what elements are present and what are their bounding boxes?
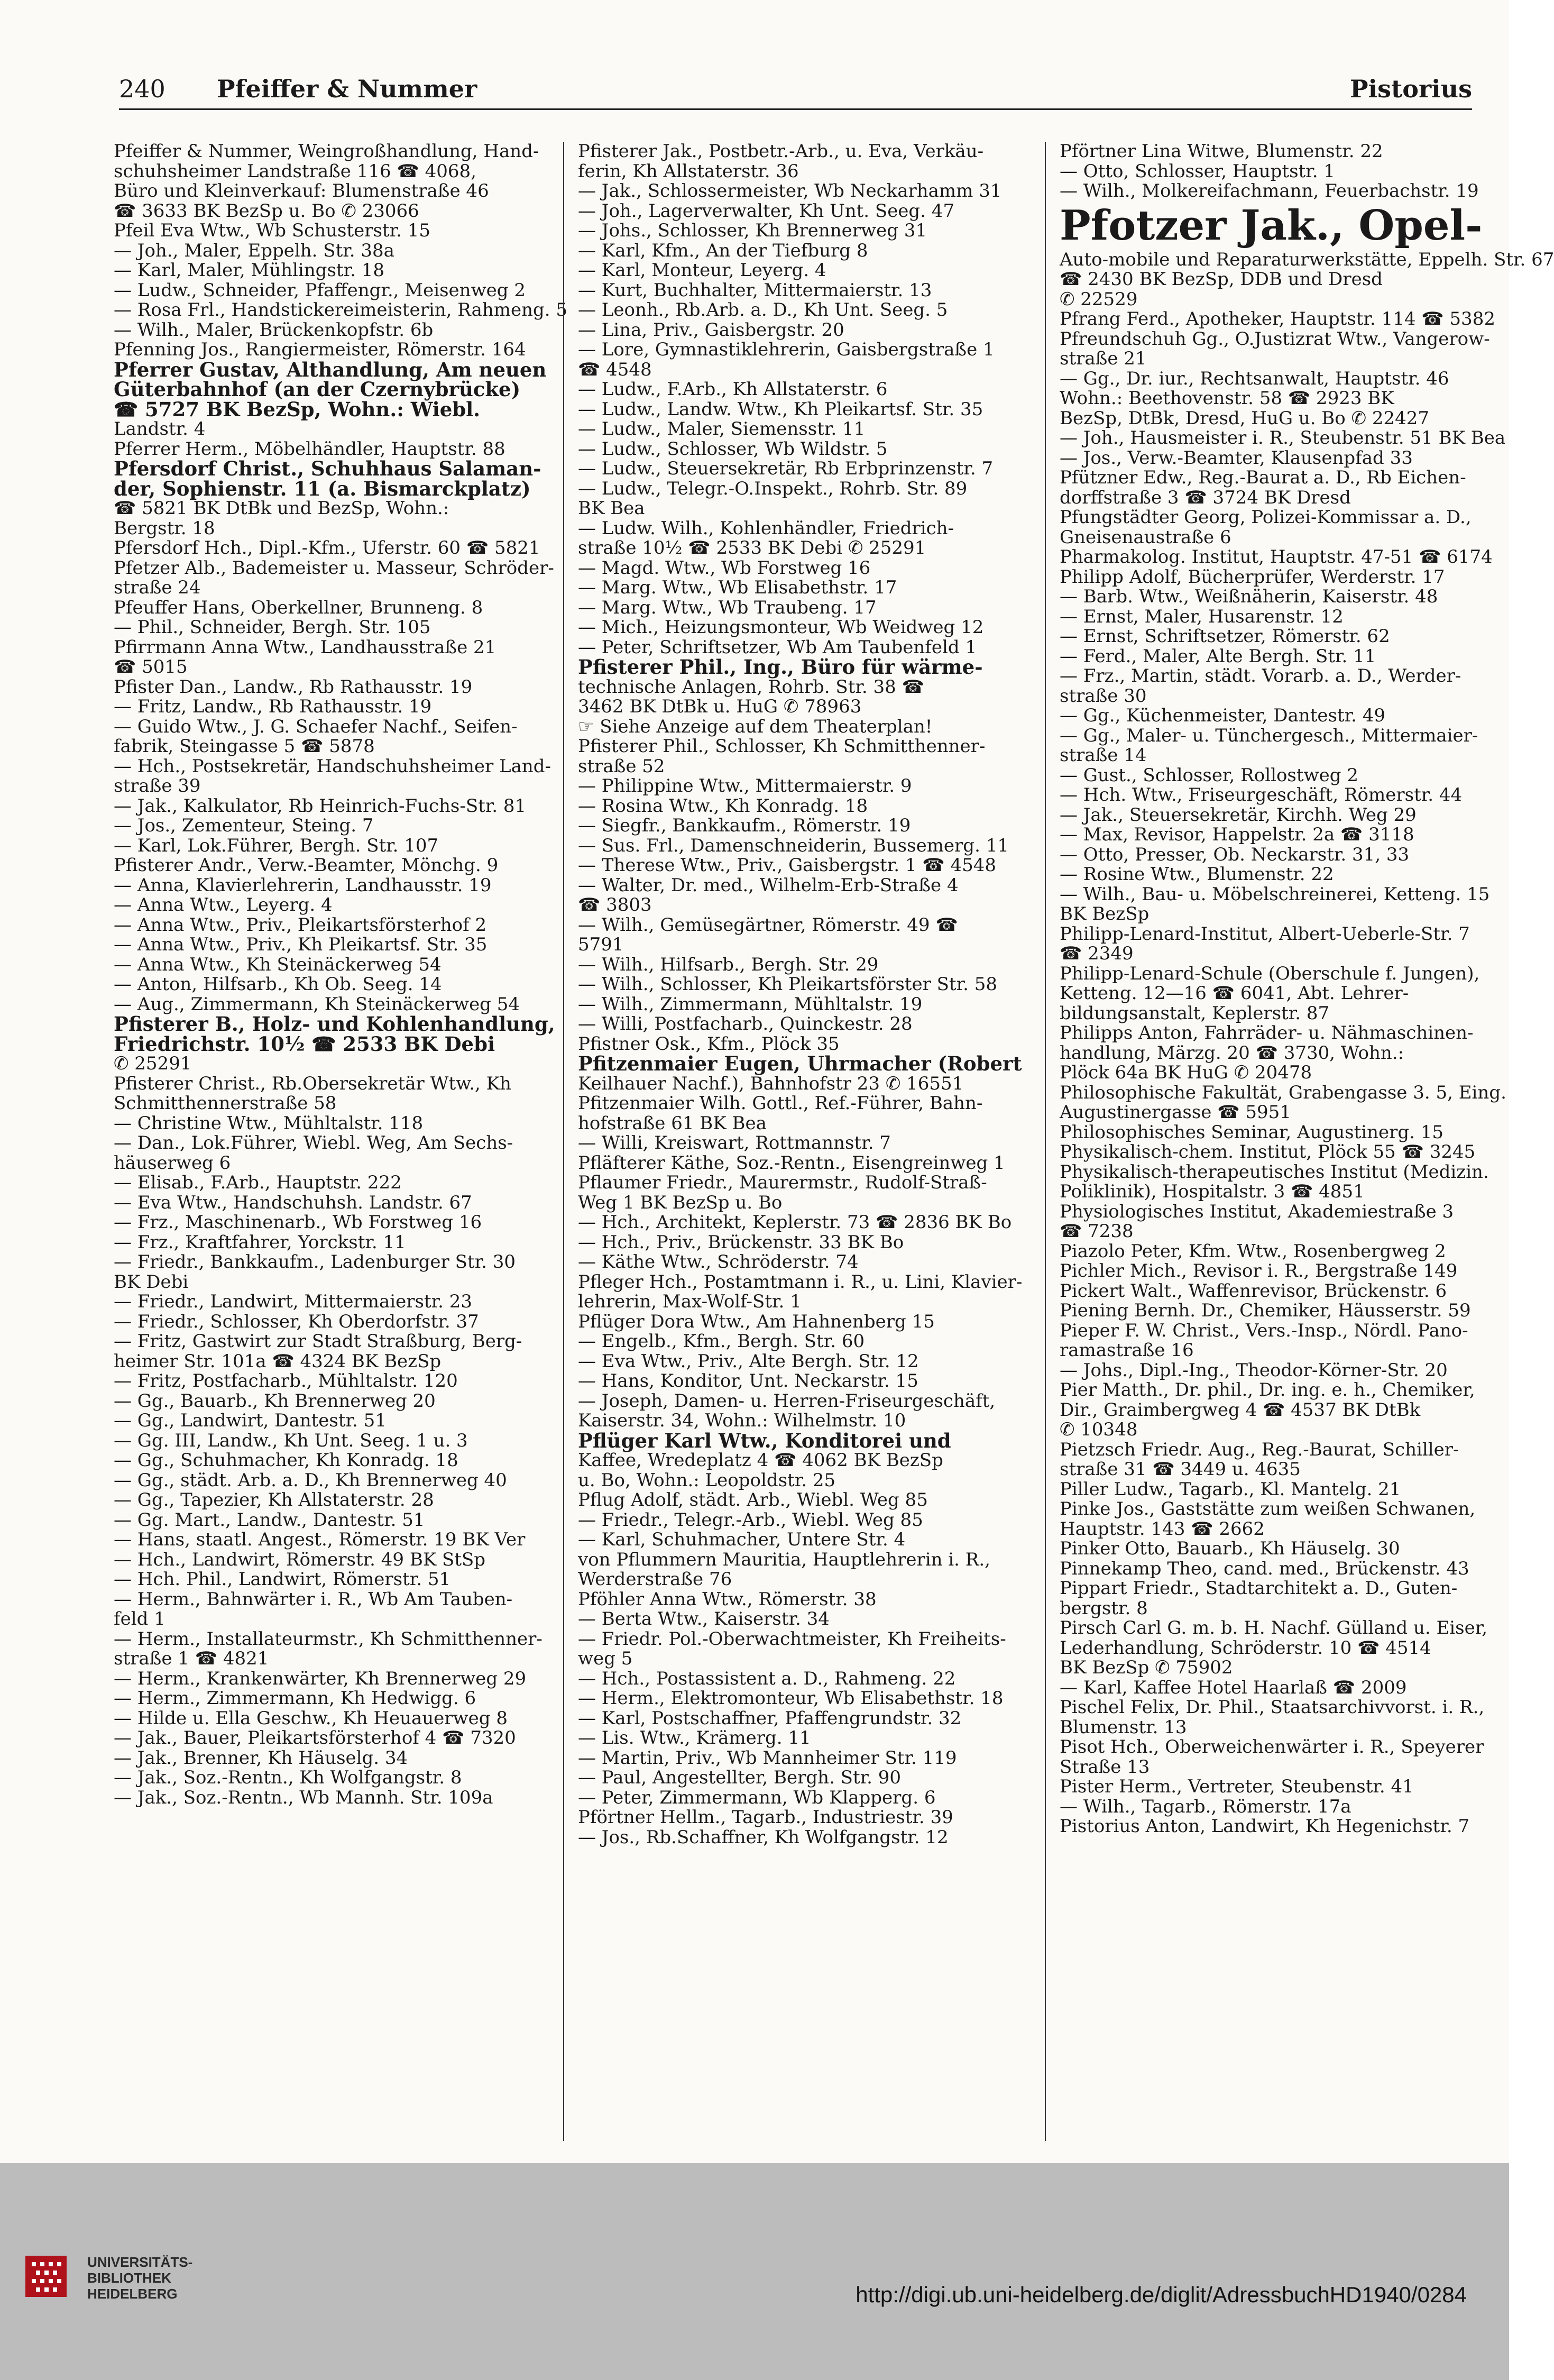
directory-entry: Philipp Adolf, Bücherprüfer, Werderstr. 17 [1060,566,1445,588]
directory-entry: ☎ 3633 BK BezSp u. Bo ✆ 23066 [114,200,419,222]
directory-entry: Pfützner Edw., Reg.-Baurat a. D., Rb Eichen- [1060,467,1466,488]
directory-entry: handlung, Märzg. 20 ☎ 3730, Wohn.: [1060,1042,1404,1064]
directory-entry: Blumenstr. 13 [1060,1716,1187,1738]
directory-entry: Keilhauer Nachf.), Bahnhofstr 23 ✆ 16551 [578,1073,964,1094]
directory-entry: — Herm., Bahnwärter i. R., Wb Am Tauben- [114,1588,513,1610]
directory-entry: — Hch., Architekt, Keplerstr. 73 ☎ 2836 BK Bo [578,1212,1012,1233]
directory-entry: — Frz., Martin, städt. Vorarb. a. D., Werder- [1060,665,1461,686]
directory-entry: Kaffee, Wredeplatz 4 ☎ 4062 BK BezSp [578,1450,943,1471]
directory-entry: ✆ 22529 [1060,288,1138,310]
directory-entry: — Jak., Bauer, Pleikartsförsterhof 4 ☎ 7320 [114,1727,516,1749]
directory-entry: — Ludw., Landw. Wtw., Kh Pleikartsf. Str. 35 [578,398,983,420]
directory-entry: straße 24 [114,577,201,598]
directory-entry: Pfreundschuh Gg., O.Justizrat Wtw., Vangerow- [1060,328,1490,350]
directory-entry: — Siegfr., Bankkaufm., Römerstr. 19 [578,815,911,836]
directory-entry: — Fritz, Gastwirt zur Stadt Straßburg, Berg- [114,1331,522,1352]
directory-entry: — Johs., Schlosser, Kh Brennerweg 31 [578,220,927,241]
directory-entry: Wohn.: Beethovenstr. 58 ☎ 2923 BK [1060,388,1394,409]
directory-entry: Pförtner Hellm., Tagarb., Industriestr. 39 [578,1807,953,1828]
directory-entry: Pirsch Carl G. m. b. H. Nachf. Gülland u. Eiser, [1060,1617,1488,1638]
viewer-footer [0,2163,1509,2380]
directory-entry: straße 1 ☎ 4821 [114,1648,269,1669]
directory-entry: — Hch., Landwirt, Römerstr. 49 BK StSp [114,1549,486,1570]
directory-entry: — Anna Wtw., Kh Steinäckerweg 54 [114,954,442,975]
directory-entry: Augustinergasse ☎ 5951 [1060,1102,1291,1123]
directory-entry: straße 10½ ☎ 2533 BK Debi ✆ 25291 [578,537,926,559]
directory-entry: — Gg., Bauarb., Kh Brennerweg 20 [114,1390,436,1412]
directory-entry: — Herm., Zimmermann, Kh Hedwigg. 6 [114,1688,476,1709]
directory-entry: ✆ 10348 [1060,1419,1138,1440]
directory-entry: — Paul, Angestellter, Bergh. Str. 90 [578,1767,902,1788]
page-header [119,69,1472,110]
directory-entry: Pfitzenmaier Eugen, Uhrmacher (Robert [578,1052,1022,1075]
directory-entry: — Anton, Hilfsarb., Kh Ob. Seeg. 14 [114,974,442,995]
directory-entry: — Ludw., Schneider, Pfaffengr., Meisenweg 2 [114,279,526,301]
directory-entry: Pistorius Anton, Landwirt, Kh Hegenichstr. 7 [1060,1816,1470,1837]
directory-column-3 [1045,141,1554,2141]
directory-entry: — Gg., Dr. iur., Rechtsanwalt, Hauptstr. 46 [1060,368,1449,389]
directory-entry: — Walter, Dr. med., Wilhelm-Erb-Straße 4 [578,874,959,896]
page-number: 240 [119,75,165,103]
directory-entry: Pfläfterer Käthe, Soz.-Rentn., Eisengreinweg 1 [578,1152,1005,1174]
directory-entry: — Ludw., Steuersekretär, Rb Erbprinzenstr. 7 [578,458,994,479]
directory-entry: Pflüger Karl Wtw., Konditorei und [578,1429,951,1452]
directory-entry: Pfeiffer & Nummer, Weingroßhandlung, Hand- [114,141,539,162]
directory-entry: Friedrichstr. 10½ ☎ 2533 BK Debi [114,1032,495,1056]
directory-entry: Pföhler Anna Wtw., Römerstr. 38 [578,1588,877,1610]
directory-entry: der, Sophienstr. 11 (a. Bismarckplatz) [114,477,531,500]
directory-entry: — Peter, Zimmermann, Wb Klapperg. 6 [578,1787,936,1808]
directory-entry: Pisot Hch., Oberweichenwärter i. R., Speyerer [1060,1736,1484,1757]
directory-entry: — Elisab., F.Arb., Hauptstr. 222 [114,1172,402,1193]
directory-entry: — Karl, Kaffee Hotel Haarlaß ☎ 2009 [1060,1677,1407,1698]
directory-entry: — Marg. Wtw., Wb Elisabethstr. 17 [578,577,897,598]
directory-entry: Weg 1 BK BezSp u. Bo [578,1192,783,1213]
directory-entry: — Gg., Tapezier, Kh Allstaterstr. 28 [114,1489,434,1511]
directory-entry: — Wilh., Gemüsegärtner, Römerstr. 49 ☎ [578,914,958,936]
directory-entry: Pfleger Hch., Postamtmann i. R., u. Lini, Klavier- [578,1271,1023,1293]
directory-entry: — Rosa Frl., Handstickereimeisterin, Rahmeng. 5 [114,299,568,321]
directory-entry: — Aug., Zimmermann, Kh Steinäckerweg 54 [114,993,520,1015]
directory-entry: — Jos., Rb.Schaffner, Kh Wolfgangstr. 12 [578,1826,949,1848]
directory-entry: — Ludw., Telegr.-O.Inspekt., Rohrb. Str. 89 [578,478,968,499]
directory-entry: — Eva Wtw., Handschuhsh. Landstr. 67 [114,1192,472,1213]
directory-entry: Pfersdorf Hch., Dipl.-Kfm., Uferstr. 60 ☎ 5821 [114,537,540,559]
directory-entry: bildungsanstalt, Keplerstr. 87 [1060,1002,1330,1024]
directory-entry: — Lina, Priv., Gaisbergstr. 20 [578,319,844,341]
directory-entry: ☎ 2430 BK BezSp, DDB und Dresd [1060,269,1383,290]
directory-entry: schuhsheimer Landstraße 116 ☎ 4068, [114,160,476,182]
directory-entry: Pinnekamp Theo, cand. med., Brückenstr. 43 [1060,1558,1469,1579]
directory-entry: technische Anlagen, Rohrb. Str. 38 ☎ [578,676,924,698]
directory-entry: von Pflummern Mauritia, Hauptlehrerin i. R., [578,1549,990,1570]
directory-entry: feld 1 [114,1608,165,1630]
directory-entry: Pietzsch Friedr. Aug., Reg.-Baurat, Schiller- [1060,1439,1459,1460]
directory-entry: — Gg., städt. Arb. a. D., Kh Brennerweg 40 [114,1469,507,1491]
directory-column-2 [563,142,1045,2141]
directory-entry: Philipps Anton, Fahrräder- u. Nähmaschinen- [1060,1022,1474,1043]
directory-entry: — Hch., Postsekretär, Handschuhsheimer Land- [114,755,551,777]
directory-entry: 5791 [578,934,624,955]
directory-entry: — Jak., Soz.-Rentn., Kh Wolfgangstr. 8 [114,1767,462,1788]
directory-entry: Pinker Otto, Bauarb., Kh Häuselg. 30 [1060,1538,1400,1559]
directory-entry: — Gust., Schlosser, Rollostweg 2 [1060,764,1358,786]
directory-entry: Pflaumer Friedr., Maurermstr., Rudolf-Straß- [578,1172,987,1193]
directory-entry: — Jak., Steuersekretär, Kirchh. Weg 29 [1060,804,1417,826]
directory-entry: Philipp-Lenard-Institut, Albert-Ueberle-Str. 7 [1060,923,1470,945]
directory-entry: Pfersdorf Christ., Schuhhaus Salaman- [114,457,541,480]
directory-entry: Hauptstr. 143 ☎ 2662 [1060,1518,1265,1540]
directory-entry: Pfetzer Alb., Bademeister u. Masseur, Schröder- [114,557,554,579]
directory-entry: — Hans, Konditor, Unt. Neckarstr. 15 [578,1370,918,1392]
directory-entry: — Joh., Maler, Eppelh. Str. 38a [114,240,394,261]
directory-entry: — Lis. Wtw., Krämerg. 11 [578,1727,811,1749]
directory-entry: — Rosine Wtw., Blumenstr. 22 [1060,864,1334,885]
directory-entry: — Martin, Priv., Wb Mannheimer Str. 119 [578,1747,957,1769]
directory-entry: Pfisterer Andr., Verw.-Beamter, Mönchg. 9 [114,855,499,876]
directory-entry: — Gg. Mart., Landw., Dantestr. 51 [114,1509,425,1531]
directory-entry: Pichler Mich., Revisor i. R., Bergstraße 149 [1060,1260,1458,1281]
directory-column-1 [114,141,568,2141]
directory-entry: ☎ 2349 [1060,943,1134,964]
directory-entry: hofstraße 61 BK Bea [578,1112,767,1134]
directory-entry: Pfeuffer Hans, Oberkellner, Brunneng. 8 [114,597,483,618]
directory-entry: — Marg. Wtw., Wb Traubeng. 17 [578,597,877,618]
directory-entry: — Wilh., Hilfsarb., Bergh. Str. 29 [578,954,879,975]
directory-entry: — Ludw., Maler, Siemensstr. 11 [578,418,866,440]
directory-entry: — Gg., Maler- u. Tünchergesch., Mittermaier- [1060,725,1478,746]
directory-entry: fabrik, Steingasse 5 ☎ 5878 [114,736,375,757]
directory-entry: Lederhandlung, Schröderstr. 10 ☎ 4514 [1060,1637,1431,1659]
directory-entry: straße 52 [578,755,665,777]
directory-entry: — Fritz, Landw., Rb Rathausstr. 19 [114,696,432,717]
directory-entry: — Anna Wtw., Leyerg. 4 [114,894,333,916]
directory-entry: — Herm., Krankenwärter, Kh Brennerweg 29 [114,1668,527,1689]
directory-entry: — Phil., Schneider, Bergh. Str. 105 [114,617,431,638]
directory-entry: BK Bea [578,498,645,519]
directory-entry: Güterbahnhof (an der Czernybrücke) [114,378,521,401]
directory-entry: Pickert Walt., Waffenrevisor, Brückenstr. 6 [1060,1280,1447,1302]
directory-entry: Physiologisches Institut, Akademiestraße 3 [1060,1201,1454,1222]
directory-entry: — Jak., Brenner, Kh Häuselg. 34 [114,1747,408,1769]
directory-entry: Pfister Dan., Landw., Rb Rathausstr. 19 [114,676,473,698]
directory-entry: Plöck 64a BK HuG ✆ 20478 [1060,1062,1312,1083]
directory-entry: — Kurt, Buchhalter, Mittermaierstr. 13 [578,279,932,301]
directory-entry: Physikalisch-chem. Institut, Plöck 55 ☎ 3245 [1060,1141,1476,1162]
directory-entry: — Wilh., Zimmermann, Mühltalstr. 19 [578,993,923,1015]
directory-entry: — Joseph, Damen- u. Herren-Friseurgeschäft, [578,1390,996,1412]
directory-entry: — Ferd., Maler, Alte Bergh. Str. 11 [1060,645,1376,667]
directory-entry: straße 39 [114,775,201,797]
directory-entry: — Anna, Klavierlehrerin, Landhausstr. 19 [114,874,492,896]
directory-entry: — Engelb., Kfm., Bergh. Str. 60 [578,1331,865,1352]
directory-entry: — Herm., Elektromonteur, Wb Elisabethstr. 18 [578,1688,1004,1709]
directory-entry: — Sus. Frl., Damenschneiderin, Bussemerg. 11 [578,835,1009,856]
directory-entry: u. Bo, Wohn.: Leopoldstr. 25 [578,1469,836,1491]
directory-entry: — Frz., Kraftfahrer, Yorckstr. 11 [114,1231,406,1253]
directory-entry: — Otto, Schlosser, Hauptstr. 1 [1060,160,1335,182]
directory-entry: Pippart Friedr., Stadtarchitekt a. D., Guten- [1060,1578,1458,1599]
directory-entry: — Jak., Kalkulator, Rb Heinrich-Fuchs-Str. 81 [114,795,527,817]
directory-entry: Pister Herm., Vertreter, Steubenstr. 41 [1060,1776,1414,1797]
directory-entry: Philipp-Lenard-Schule (Oberschule f. Jungen), [1060,963,1480,984]
directory-entry: Pfisterer B., Holz- und Kohlenhandlung, [114,1012,555,1036]
directory-entry: ferin, Kh Allstaterstr. 36 [578,160,799,182]
directory-entry: ramastraße 16 [1060,1340,1194,1361]
directory-entry: straße 30 [1060,685,1147,707]
directory-entry: heimer Str. 101a ☎ 4324 BK BezSp [114,1350,442,1372]
directory-entry: — Dan., Lok.Führer, Wiebl. Weg, Am Sechs- [114,1132,513,1154]
directory-entry: — Wilh., Bau- u. Möbelschreinerei, Ketteng. 15 [1060,883,1490,905]
directory-entry: 3462 BK DtBk u. HuG ✆ 78963 [578,696,862,717]
directory-entry: Pfeil Eva Wtw., Wb Schusterstr. 15 [114,220,430,241]
directory-entry: Pier Matth., Dr. phil., Dr. ing. e. h., Chemiker, [1060,1379,1475,1400]
directory-entry: — Friedr., Landwirt, Mittermaierstr. 23 [114,1291,473,1312]
directory-entry: Pischel Felix, Dr. Phil., Staatsarchivvorst. i. R., [1060,1697,1485,1718]
directory-entry: — Ludw. Wilh., Kohlenhändler, Friedrich- [578,517,954,539]
directory-entry: — Ludw., F.Arb., Kh Allstaterstr. 6 [578,379,888,400]
directory-entry: — Hch. Wtw., Friseurgeschäft, Römerstr. 44 [1060,784,1463,805]
directory-entry: Physikalisch-therapeutisches Institut (Medizin. [1060,1161,1489,1183]
directory-entry: Kaiserstr. 34, Wohn.: Wilhelmstr. 10 [578,1410,906,1431]
directory-entry: — Herm., Installateurmstr., Kh Schmitthenner- [114,1628,542,1650]
directory-entry: Werderstraße 76 [578,1569,732,1590]
directory-entry: — Ernst, Schriftsetzer, Römerstr. 62 [1060,626,1390,647]
directory-entry: — Friedr. Pol.-Oberwachtmeister, Kh Freiheits- [578,1628,1006,1650]
directory-entry: Philosophisches Seminar, Augustinerg. 15 [1060,1121,1444,1143]
directory-entry: — Anna Wtw., Priv., Kh Pleikartsf. Str. 35 [114,934,488,955]
directory-entry: — Philippine Wtw., Mittermaierstr. 9 [578,775,912,797]
directory-entry: — Friedr., Telegr.-Arb., Wiebl. Weg 85 [578,1509,923,1531]
directory-entry: Bergstr. 18 [114,517,215,539]
directory-entry: Pförtner Lina Witwe, Blumenstr. 22 [1060,141,1383,162]
library-name-line: BIBLIOTHEK [87,2270,171,2286]
directory-entry: — Fritz, Postfacharb., Mühltalstr. 120 [114,1370,458,1392]
directory-entry: — Gg., Landwirt, Dantestr. 51 [114,1410,387,1431]
directory-entry: — Hilde u. Ella Geschw., Kh Heuauerweg 8 [114,1707,508,1729]
directory-entry: — Wilh., Molkereifachmann, Feuerbachstr. 19 [1060,180,1479,202]
directory-entry: Pflüger Dora Wtw., Am Hahnenberg 15 [578,1311,935,1332]
directory-entry: Büro und Kleinverkauf: Blumenstraße 46 [114,180,489,202]
directory-entry: — Jak., Soz.-Rentn., Wb Mannh. Str. 109a [114,1787,493,1808]
directory-entry: ☎ 5727 BK BezSp, Wohn.: Wiebl. [114,397,481,421]
directory-entry: — Rosina Wtw., Kh Konradg. 18 [578,795,868,817]
directory-entry: Dir., Graimbergweg 4 ☎ 4537 BK DtBk [1060,1399,1421,1421]
directory-entry: — Lore, Gymnastiklehrerin, Gaisbergstraße 1 [578,339,995,360]
directory-entry: lehrerin, Max-Wolf-Str. 1 [578,1291,802,1312]
directory-entry: bergstr. 8 [1060,1597,1148,1619]
directory-entry: BK BezSp [1060,903,1150,924]
directory-entry: ☞ Siehe Anzeige auf dem Theaterplan! [578,716,933,737]
directory-entry: — Max, Revisor, Happelstr. 2a ☎ 3118 [1060,824,1414,845]
directory-entry: Pflug Adolf, städt. Arb., Wiebl. Weg 85 [578,1489,928,1511]
directory-entry: Pferrer Gustav, Althandlung, Am neuen [114,358,547,381]
directory-entry: Pfitzenmaier Wilh. Gottl., Ref.-Führer, Bahn- [578,1093,983,1114]
directory-entry: Schmitthennerstraße 58 [114,1093,337,1114]
directory-entry: — Gg., Küchenmeister, Dantestr. 49 [1060,705,1385,726]
directory-entry: straße 14 [1060,745,1147,766]
directory-entry: — Wilh., Tagarb., Römerstr. 17a [1060,1796,1351,1817]
directory-entry: — Ludw., Schlosser, Wb Wildstr. 5 [578,438,888,460]
directory-entry: BezSp, DtBk, Dresd, HuG u. Bo ✆ 22427 [1060,407,1430,429]
directory-entry: — Karl, Schuhmacher, Untere Str. 4 [578,1529,906,1550]
directory-entry: BK Debi [114,1271,189,1293]
directory-entry: — Magd. Wtw., Wb Forstweg 16 [578,557,871,579]
directory-entry: häuserweg 6 [114,1152,231,1174]
directory-entry: — Frz., Maschinenarb., Wb Forstweg 16 [114,1212,482,1233]
directory-entry: Pfistner Osk., Kfm., Plöck 35 [578,1033,840,1055]
directory-entry: Pfisterer Christ., Rb.Obersekretär Wtw., Kh [114,1073,511,1094]
directory-entry: — Hch., Postassistent a. D., Rahmeng. 22 [578,1668,956,1689]
directory-entry: — Gg., Schuhmacher, Kh Konradg. 18 [114,1450,458,1471]
directory-entry: — Barb. Wtw., Weißnäherin, Kaiserstr. 48 [1060,586,1438,607]
directory-entry: — Eva Wtw., Priv., Alte Bergh. Str. 12 [578,1350,919,1372]
directory-entry: ☎ 3803 [578,894,652,916]
directory-entry: Piller Ludw., Tagarb., Kl. Mantelg. 21 [1060,1478,1401,1500]
directory-entry: ☎ 4548 [578,359,652,380]
directory-entry: Pfrang Ferd., Apotheker, Hauptstr. 114 ☎ 5382 [1060,308,1495,329]
directory-entry: — Friedr., Schlosser, Kh Oberdorfstr. 37 [114,1311,479,1332]
directory-entry: Gneisenaustraße 6 [1060,526,1231,548]
directory-entry: straße 21 [1060,348,1147,369]
directory-entry: — Therese Wtw., Priv., Gaisbergstr. 1 ☎ 4548 [578,855,996,876]
directory-entry: — Karl, Lok.Führer, Bergh. Str. 107 [114,835,439,856]
directory-entry: — Karl, Maler, Mühlingstr. 18 [114,260,384,281]
directory-entry: — Wilh., Maler, Brückenkopfstr. 6b [114,319,434,341]
directory-entry: Pfisterer Jak., Postbetr.-Arb., u. Eva, Verkäu- [578,141,984,162]
university-library-logo-icon [25,2256,67,2297]
directory-entry: — Guido Wtw., J. G. Schaefer Nachf., Seifen- [114,716,518,737]
directory-entry: — Johs., Dipl.-Ing., Theodor-Körner-Str. 20 [1060,1359,1448,1381]
directory-entry: — Jos., Verw.-Beamter, Klausenpfad 33 [1060,447,1413,469]
directory-entry: Pfungstädter Georg, Polizei-Kommissar a. D., [1060,507,1472,528]
directory-entry: Ketteng. 12—16 ☎ 6041, Abt. Lehrer- [1060,983,1409,1004]
library-name [87,2254,192,2302]
directory-entry: Pfisterer Phil., Schlosser, Kh Schmitthenner- [578,736,986,757]
directory-entry: straße 31 ☎ 3449 u. 4635 [1060,1459,1301,1480]
directory-entry: Philosophische Fakultät, Grabengasse 3. 5, Eing. [1060,1082,1506,1103]
directory-entry: Pinke Jos., Gaststätte zum weißen Schwanen, [1060,1498,1476,1519]
directory-entry: — Willi, Kreiswart, Rottmannstr. 7 [578,1132,891,1154]
directory-entry: ☎ 5821 BK DtBk und BezSp, Wohn.: [114,498,449,519]
directory-entry: Pfenning Jos., Rangiermeister, Römerstr. 164 [114,339,526,360]
directory-entry: — Mich., Heizungsmonteur, Wb Weidweg 12 [578,617,984,638]
directory-entry: — Wilh., Schlosser, Kh Pleikartsförster Str. 58 [578,974,997,995]
directory-entry: — Karl, Monteur, Leyerg. 4 [578,260,826,281]
directory-entry: Piazolo Peter, Kfm. Wtw., Rosenbergweg 2 [1060,1240,1446,1262]
directory-entry: Poliklinik), Hospitalstr. 3 ☎ 4851 [1060,1181,1365,1202]
directory-entry: Pharmakolog. Institut, Hauptstr. 47-51 ☎ 6174 [1060,546,1493,567]
directory-entry: Pferrer Herm., Möbelhändler, Hauptstr. 88 [114,438,505,460]
directory-entry: Piening Bernh. Dr., Chemiker, Häusserstr. 59 [1060,1300,1471,1321]
directory-entry: ☎ 7238 [1060,1221,1134,1242]
directory-entry: — Gg. III, Landw., Kh Unt. Seeg. 1 u. 3 [114,1430,468,1451]
directory-entry: BK BezSp ✆ 75902 [1060,1657,1233,1678]
directory-entry: — Ernst, Maler, Husarenstr. 12 [1060,606,1344,627]
directory-entry: Pfisterer Phil., Ing., Büro für wärme- [578,655,983,679]
directory-entry: — Anna Wtw., Priv., Pleikartsförsterhof 2 [114,914,487,936]
directory-entry: Pfirrmann Anna Wtw., Landhausstraße 21 [114,636,496,658]
library-name-line: HEIDELBERG [87,2286,178,2302]
directory-entry: Pieper F. W. Christ., Vers.-Insp., Nördl. Pano- [1060,1320,1468,1341]
directory-entry: weg 5 [578,1648,633,1669]
running-title: Pfeiffer & Nummer [217,75,477,103]
directory-entry: — Jos., Zementeur, Steing. 7 [114,815,374,836]
directory-entry: — Hch. Phil., Landwirt, Römerstr. 51 [114,1569,451,1590]
directory-entry: Pfotzer Jak., Opel- [1060,201,1483,250]
directory-entry: — Hans, staatl. Angest., Römerstr. 19 BK Ver [114,1529,526,1550]
directory-entry: — Otto, Presser, Ob. Neckarstr. 31, 33 [1060,844,1410,865]
directory-entry: — Jak., Schlossermeister, Wb Neckarhamm 31 [578,180,1002,202]
directory-entry: — Berta Wtw., Kaiserstr. 34 [578,1608,830,1630]
directory-entry: — Karl, Postschaffner, Pfaffengrundstr. 32 [578,1707,962,1729]
directory-entry: — Käthe Wtw., Schröderstr. 74 [578,1251,859,1273]
directory-entry: ☎ 5015 [114,656,188,678]
directory-entry: ✆ 25291 [114,1053,192,1074]
directory-entry: — Peter, Schriftsetzer, Wb Am Taubenfeld 1 [578,636,977,658]
directory-entry: — Hch., Priv., Brückenstr. 33 BK Bo [578,1231,904,1253]
directory-entry: Auto-mobile und Reparaturwerkstätte, Eppelh. Str. 67 [1060,249,1554,270]
directory-entry: — Joh., Lagerverwalter, Kh Unt. Seeg. 47 [578,200,955,222]
directory-entry: dorffstraße 3 ☎ 3724 BK Dresd [1060,487,1351,508]
directory-columns [114,141,1554,2141]
last-entry-title: Pistorius [1350,75,1472,103]
directory-entry: — Willi, Postfacharb., Quinckestr. 28 [578,1013,913,1035]
directory-entry: — Leonh., Rb.Arb. a. D., Kh Unt. Seeg. 5 [578,299,948,321]
library-name-line: UNIVERSITÄTS- [87,2254,193,2270]
directory-entry: Straße 13 [1060,1756,1150,1778]
directory-entry: — Friedr., Bankkaufm., Ladenburger Str. 30 [114,1251,516,1273]
permalink-url[interactable]: http://digi.ub.uni-heidelberg.de/diglit/AdressbuchHD1940/0284 [856,2282,1467,2307]
directory-entry: — Karl, Kfm., An der Tiefburg 8 [578,240,868,261]
directory-entry: — Joh., Hausmeister i. R., Steubenstr. 51 BK Bea [1060,427,1506,448]
directory-entry: — Christine Wtw., Mühltalstr. 118 [114,1112,424,1134]
directory-entry: Landstr. 4 [114,418,206,440]
